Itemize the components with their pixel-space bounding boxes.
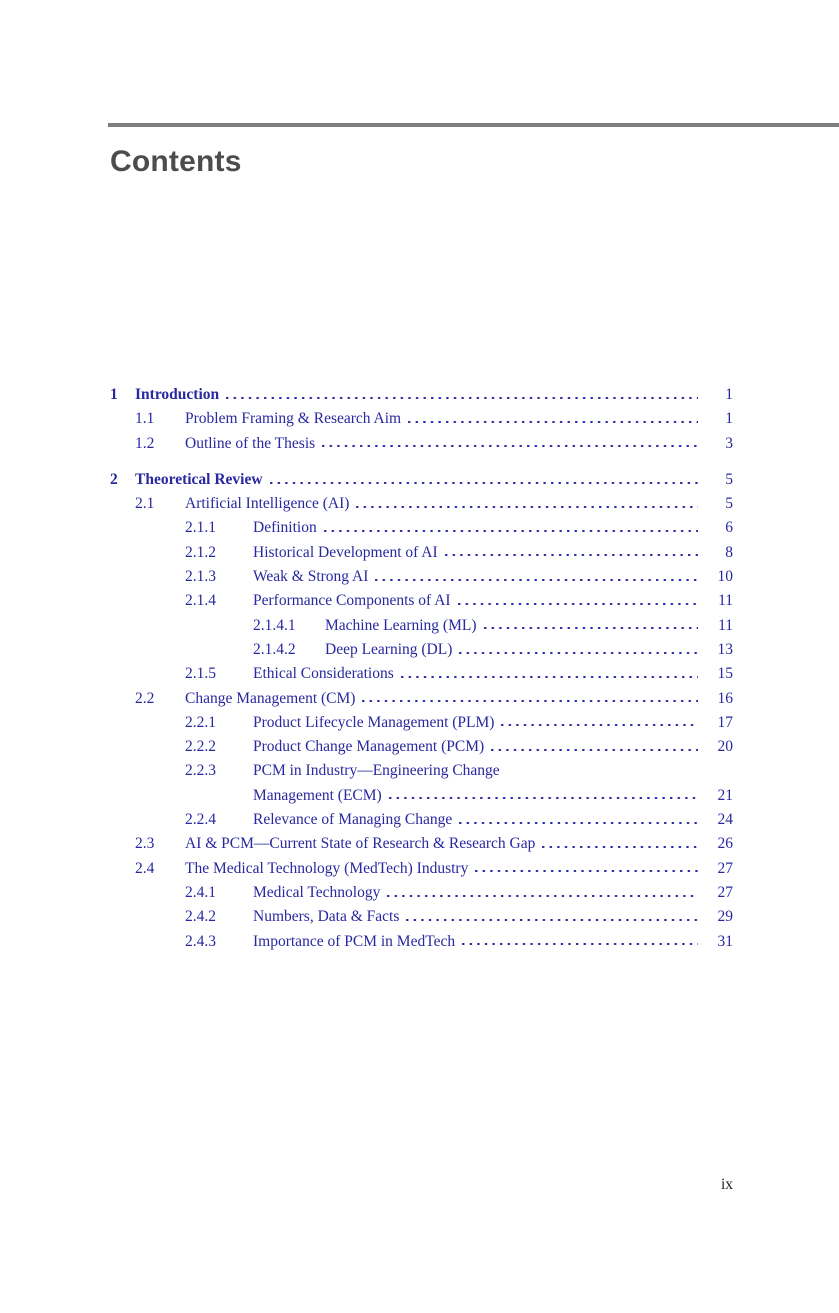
toc-entry xyxy=(110,808,733,832)
toc-entry xyxy=(110,432,733,456)
toc-entry xyxy=(110,711,733,735)
toc-entry xyxy=(110,881,733,905)
dotted-leader xyxy=(362,700,698,702)
entry-page: 31 xyxy=(717,932,733,950)
dotted-leader xyxy=(484,627,699,629)
dotted-leader xyxy=(458,603,698,605)
entry-number: 2 xyxy=(110,470,118,488)
dotted-leader xyxy=(475,870,698,872)
entry-number: 2.1.4.2 xyxy=(253,640,296,658)
toc-entry xyxy=(110,638,733,662)
entry-title: Introduction xyxy=(135,386,220,403)
entry-number: 2.4 xyxy=(135,859,155,877)
entry-page: 24 xyxy=(717,811,733,829)
dotted-leader xyxy=(445,554,698,556)
toc-entry xyxy=(110,662,733,686)
entry-title: Historical Development of AI xyxy=(253,543,438,561)
entry-title: Relevance of Managing Change xyxy=(253,811,453,829)
entry-page: 10 xyxy=(717,568,733,586)
dotted-leader xyxy=(226,397,698,399)
entry-page: 11 xyxy=(718,616,733,634)
top-rule xyxy=(108,123,839,127)
entry-title: Machine Learning (ML) xyxy=(325,616,477,634)
entry-title: The Medical Technology (MedTech) Industry xyxy=(185,859,469,877)
entry-number: 1 xyxy=(110,386,118,403)
toc-list xyxy=(110,383,733,954)
entry-title: Weak & Strong AI xyxy=(253,568,369,586)
dotted-leader xyxy=(324,530,698,532)
entry-number: 2.4.1 xyxy=(185,883,216,901)
entry-page: 21 xyxy=(717,786,733,804)
toc-entry xyxy=(110,735,733,759)
dotted-leader xyxy=(491,749,698,751)
entry-page: 8 xyxy=(725,543,733,561)
entry-number: 2.2.2 xyxy=(185,738,216,756)
toc-entry xyxy=(110,832,733,856)
dotted-leader xyxy=(270,482,698,484)
entry-title: Change Management (CM) xyxy=(185,689,356,707)
entry-page: 11 xyxy=(718,592,733,610)
dotted-leader xyxy=(462,943,698,945)
entry-title: Outline of the Thesis xyxy=(185,434,316,452)
entry-number: 2.2 xyxy=(135,689,155,707)
entry-number: 2.1.4 xyxy=(185,592,216,610)
entry-title: PCM in Industry—Engineering Change xyxy=(253,762,500,780)
dotted-leader xyxy=(375,579,698,581)
entry-title: Definition xyxy=(253,519,317,537)
entry-page: 5 xyxy=(725,470,733,488)
entry-page: 29 xyxy=(717,908,733,926)
toc-entry xyxy=(110,687,733,711)
toc-entry xyxy=(110,565,733,589)
entry-page: 16 xyxy=(717,689,733,707)
entry-title: Deep Learning (DL) xyxy=(325,640,453,658)
toc-entry xyxy=(110,516,733,540)
dotted-leader xyxy=(408,421,698,423)
entry-number: 1.2 xyxy=(135,434,155,452)
entry-page: 6 xyxy=(725,519,733,537)
toc-entry xyxy=(110,492,733,516)
entry-page: 3 xyxy=(725,434,733,452)
entry-page: 1 xyxy=(725,410,733,428)
entry-title: Importance of PCM in MedTech xyxy=(253,932,456,950)
dotted-leader xyxy=(542,846,698,848)
toc-entry xyxy=(110,930,733,954)
toc-entry xyxy=(110,857,733,881)
entry-title-continued: Management (ECM) xyxy=(253,786,382,804)
entry-page: 20 xyxy=(717,738,733,756)
entry-page: 26 xyxy=(717,835,733,853)
toc-entry xyxy=(110,759,733,808)
toc-entry xyxy=(110,589,733,613)
entry-title: Numbers, Data & Facts xyxy=(253,908,400,926)
toc-entry xyxy=(110,383,733,407)
dotted-leader xyxy=(387,895,698,897)
toc-entry xyxy=(110,905,733,929)
entry-number: 2.1 xyxy=(135,495,155,513)
dotted-leader xyxy=(406,919,698,921)
entry-page: 17 xyxy=(717,713,733,731)
dotted-leader xyxy=(501,724,698,726)
entry-title: Artificial Intelligence (AI) xyxy=(185,495,350,513)
dotted-leader xyxy=(459,652,698,654)
toc-entry xyxy=(110,614,733,638)
dotted-leader xyxy=(322,445,698,447)
entry-title: AI & PCM—Current State of Research & Research Gap xyxy=(185,835,536,853)
page-number: ix xyxy=(720,1176,733,1193)
entry-number: 2.1.2 xyxy=(185,543,216,561)
entry-number: 2.2.1 xyxy=(185,713,216,731)
toc-entry xyxy=(110,541,733,565)
entry-title: Product Lifecycle Management (PLM) xyxy=(253,713,495,731)
entry-page: 27 xyxy=(717,883,733,901)
entry-title: Problem Framing & Research Aim xyxy=(185,410,402,428)
entry-title: Product Change Management (PCM) xyxy=(253,738,485,756)
entry-title: Medical Technology xyxy=(253,883,381,901)
entry-number: 2.1.4.1 xyxy=(253,616,296,634)
entry-number: 2.3 xyxy=(135,835,155,853)
page-title: Contents xyxy=(110,145,242,178)
dotted-leader xyxy=(356,506,698,508)
entry-number: 2.2.3 xyxy=(185,762,216,780)
entry-title: Ethical Considerations xyxy=(253,665,394,683)
entry-number: 2.2.4 xyxy=(185,811,216,829)
entry-title: Theoretical Review xyxy=(135,470,263,488)
toc-entry xyxy=(110,407,733,431)
entry-number: 2.1.1 xyxy=(185,519,216,537)
entry-title: Performance Components of AI xyxy=(253,592,451,610)
entry-page: 5 xyxy=(725,495,733,513)
entry-page: 15 xyxy=(717,665,733,683)
entry-number: 2.4.3 xyxy=(185,932,216,950)
dotted-leader xyxy=(459,822,698,824)
toc-entry xyxy=(110,468,733,492)
dotted-leader xyxy=(401,676,698,678)
entry-page: 13 xyxy=(717,640,733,658)
entry-number: 1.1 xyxy=(135,410,155,428)
dotted-leader xyxy=(389,797,698,799)
entry-number: 2.4.2 xyxy=(185,908,216,926)
entry-number: 2.1.5 xyxy=(185,665,216,683)
entry-number: 2.1.3 xyxy=(185,568,216,586)
entry-page: 27 xyxy=(717,859,733,877)
entry-page: 1 xyxy=(725,386,733,403)
